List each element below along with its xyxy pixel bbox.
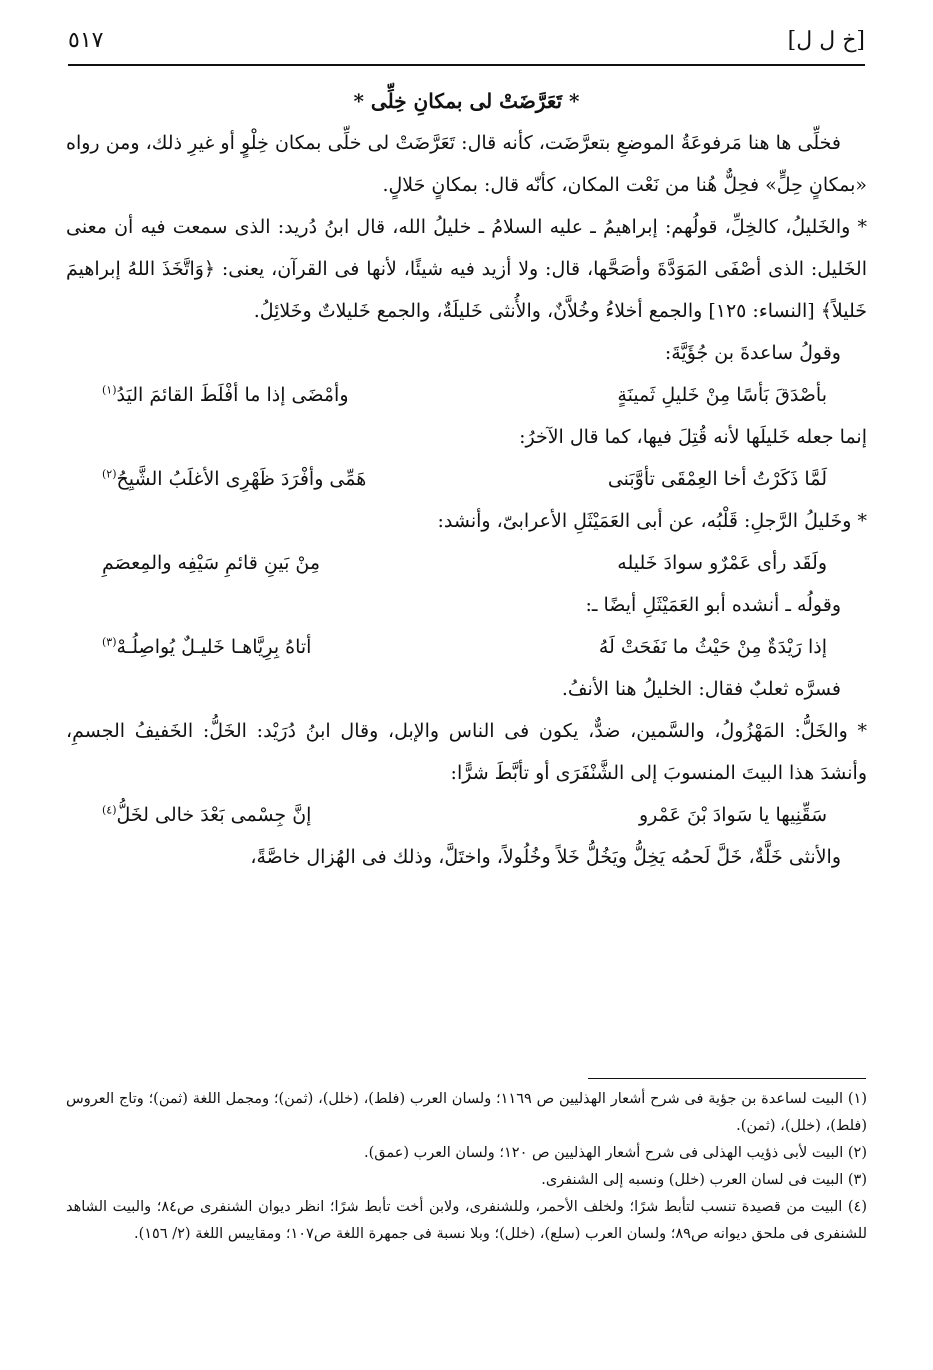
paragraph-khalil-heart: * وخَليلُ الرَّجلِ: قَلْبُه، عن أبى العَمَيْثَلِ الأعرابىّ، وأنشد: — [437, 510, 867, 532]
verse-5 — [66, 794, 867, 836]
header-rule — [68, 64, 865, 66]
verse-3-second-hemistich: مِنْ بَينِ قائمِ سَيْفِه والمِعصَمِ — [102, 552, 321, 574]
verse-3 — [66, 542, 867, 584]
verse-3-first-hemistich: ولَقَد رأى عَمْرٌو سوادَ خَليله — [617, 552, 827, 574]
verse-4 — [66, 626, 867, 668]
verse-5-second-hemistich — [102, 794, 311, 836]
verse-1-first-hemistich: بأصْدَقَ بَأسًا مِنْ خَليلِ ثَمينَةٍ — [617, 384, 827, 406]
paragraph-thalab: فسرَّه ثعلبٌ فقال: الخليلُ هنا الأنفُ. — [561, 678, 841, 700]
paragraph-saida: وقولُ ساعدةَ بن جُؤَيَّةَ: — [664, 342, 841, 364]
verse-5-second-text: إنَّ جِسْمى بَعْدَ خالى لخَلُّ — [116, 804, 312, 826]
footnote-ref-1: (١) — [102, 383, 117, 397]
footnote-ref-3: (٣) — [102, 635, 117, 649]
verse-1-second-hemistich — [102, 374, 349, 416]
footnotes — [66, 1086, 867, 1248]
verse-4-second-hemistich — [102, 626, 311, 668]
section-root-label: [خ ل ل] — [787, 28, 865, 53]
verse-1 — [66, 374, 867, 416]
verse-2 — [66, 458, 867, 500]
verse-5-first-hemistich: سَقِّنِيها يا سَوادَ بْنَ عَمْرو — [639, 804, 827, 826]
footnote-ref-4: (٤) — [102, 803, 117, 817]
page-number: ٥١٧ — [68, 28, 104, 53]
paragraph-khalla: والأنثى خَلَّةٌ، خَلَّ لَحمُه يَخِلُّ ويَخُلُّ خَلاً وخُلُولاً، واختَلَّ، وذلك فى الهُزال خاصَّةً، — [250, 846, 841, 868]
verse-1-second-text: وأمْضَى إذا ما أفْلَطَ القائمَ اليَدُ — [116, 384, 349, 406]
paragraph-khilli: فخلِّى ها هنا مَرفوعَةُ الموضعِ بتعرَّضَت، كأنه قال: تَعَرَّضَتْ لى خلِّى بمكان خِلْوٍ أو غيرِ ذلك، ومن رواه «بمكانٍ حِلٍّ» فحِلٌّ هُنا من نَعْت المكان، كأنّه قال: بمكانٍ حَلالٍ. — [66, 132, 867, 196]
footnote-rule — [588, 1078, 866, 1079]
paragraph-qawluhu: وقولُه ـ أنشده أبو العَمَيْثَلِ أيضًا ـ: — [585, 594, 841, 616]
main-text — [66, 80, 867, 878]
verse-4-first-hemistich: إذا رَيْدَةٌ مِنْ حَيْثُ ما نَفَحَتْ لَهُ — [598, 636, 827, 658]
verse-2-first-hemistich: لَمَّا ذَكَرْتُ أخا العِمْقَى تأوَّبَنى — [607, 468, 827, 490]
page-header — [68, 26, 865, 66]
paragraph-khalil: * والخَليلُ، كالخِلِّ، قولُهم: إبراهيمُ ـ عليه السلامُ ـ خليلُ الله، قال ابنُ دُريد: الذى سمعت فيه أن معنى الخَليل: الذى أصْفَى المَوَدَّةَ وأصَحَّها، قال: ولا أزيد فيه شيئًا، لأنها فى القرآن، يعنى: ﴿وَاتَّخَذَ اللهُ إبراهيمَ خَليلاً﴾ [النساء: ١٢٥] والجمع أخلاءُ وخُلاَّنٌ، والأُنثى خَليلَةٌ، والجمع خَليلاتٌ وخَلائِلُ. — [66, 216, 867, 322]
verse-4-second-text: أتاهُ بِرِيَّاهـا خَليـلٌ يُواصِلُـهْ — [116, 636, 312, 658]
footnote-2: (٢) البيت لأبى ذؤيب الهذلى فى شرح أشعار الهذليين ص ١٢٠؛ ولسان العرب (عمق). — [363, 1145, 867, 1161]
verse-2-second-hemistich — [102, 458, 366, 500]
paragraph-explanation: إنما جعله خَليلَها لأنه قُتِلَ فيها، كما قال الآخرُ: — [519, 426, 867, 448]
footnote-1: (١) البيت لساعدة بن جؤية فى شرح أشعار الهذليين ص ١١٦٩؛ ولسان العرب (فلط)، (خلل)، (ثمن)؛ ومجمل اللغة (ثمن)؛ وتاج العروس (فلط)، (خلل)، (ثمن). — [66, 1091, 867, 1134]
footnote-ref-2: (٢) — [102, 467, 117, 481]
verse-2-second-text: هَمِّى وأفْرَدَ ظَهْرِى الأغلَبُ الشَّيِحُ — [116, 468, 367, 490]
footnote-3: (٣) البيت فى لسان العرب (خلل) ونسبه إلى الشنفرى. — [541, 1172, 867, 1188]
footnote-4: (٤) البيت من قصيدة تنسب لتأبط شرًا؛ ولخلف الأحمر، وللشنفرى، ولابن أخت تأبط شرًا؛ انظر ديوان الشنفرى ص٨٤؛ والبيت الشاهد للشنفرى فى ملحق ديوانه ص٨٩؛ ولسان العرب (سلع)، (خلل)؛ وبلا نسبة فى جمهرة اللغة ص١٠٧؛ ومقاييس اللغة (٢/ ١٥٦). — [66, 1199, 867, 1242]
entry-heading: * تَعَرَّضَتْ لى بمكانِ خِلِّى * — [353, 89, 580, 113]
paragraph-khall: * والخَلُّ: المَهْزُولُ، والسَّمين، ضدٌّ، يكون فى الناس والإبل، وقال ابنُ دُرَيْد: الخَلُّ: الخَفيفُ الجسمِ، وأنشدَ هذا البيتَ المنسوبَ إلى الشَّنْفَرَى أو تأبَّطَ شرًّا: — [66, 720, 867, 784]
